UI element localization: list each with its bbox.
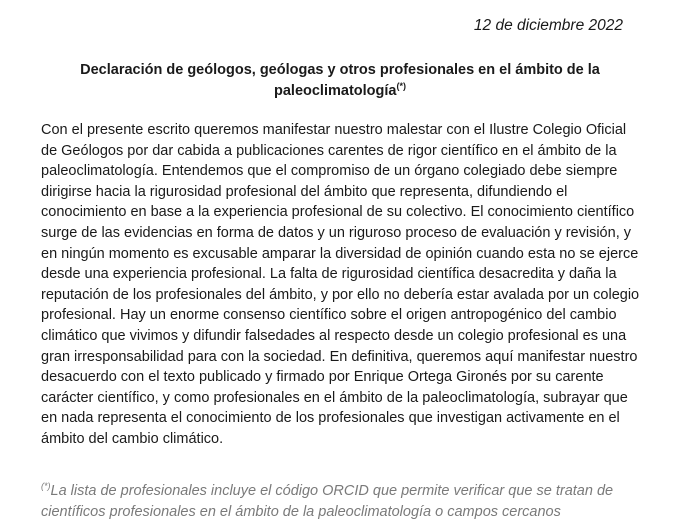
footnote-text: La lista de profesionales incluye el código ORCID que permite verificar que se tratan de científicos profesionales en el ámbito de la paleoclimatología o campos cercanos <box>41 483 614 520</box>
document-title <box>40 60 640 102</box>
title-footnote-marker: (*) <box>396 81 406 92</box>
document-body: Con el presente escrito queremos manifestar nuestro malestar con el Ilustre Colegio Oficial de Geólogos por dar cabida a publicaciones carentes de rigor científico en el ámbito de la paleoclimatología. Entendemos que el compromiso de un órgano colegiado debe siempre dirigirse hacia la rigurosidad profesional del ámbito que representa, difundiendo el conocimiento en base a la experiencia profesional de su colectivo. El conocimiento científico surge de las evidencias en forma de datos y un riguroso proceso de evaluación y revisión, y en ningún momento es excusable amparar la diversidad de opinión cuando esta no se ejerce desde una experiencia profesional. La falta de rigurosidad científica desacredita y daña la reputación de los profesionales del ámbito, y por ello no debería estar avalada por un colegio profesional. Hay un enorme consenso científico sobre el origen antropogénico del cambio climático que vivimos y difundir falsedades al respecto desde un colegio profesional es una gran irresponsabilidad para con la sociedad. En definitiva, queremos aquí manifestar nuestro desacuerdo con el texto publicado y firmado por Enrique Ortega Gironés por su carente carácter científico, y como profesionales en el ámbito de la paleoclimatología, subrayar que en nada representa el conocimiento de los profesionales que investigan activamente en el ámbito del cambio climático. <box>41 122 640 447</box>
footnote-marker: (*) <box>41 481 51 492</box>
document-footnote <box>41 481 661 523</box>
title-text: Declaración de geólogos, geólogas y otros profesionales en el ámbito de la paleoclimatología <box>80 62 600 99</box>
document-date: 12 de diciembre 2022 <box>473 17 623 34</box>
